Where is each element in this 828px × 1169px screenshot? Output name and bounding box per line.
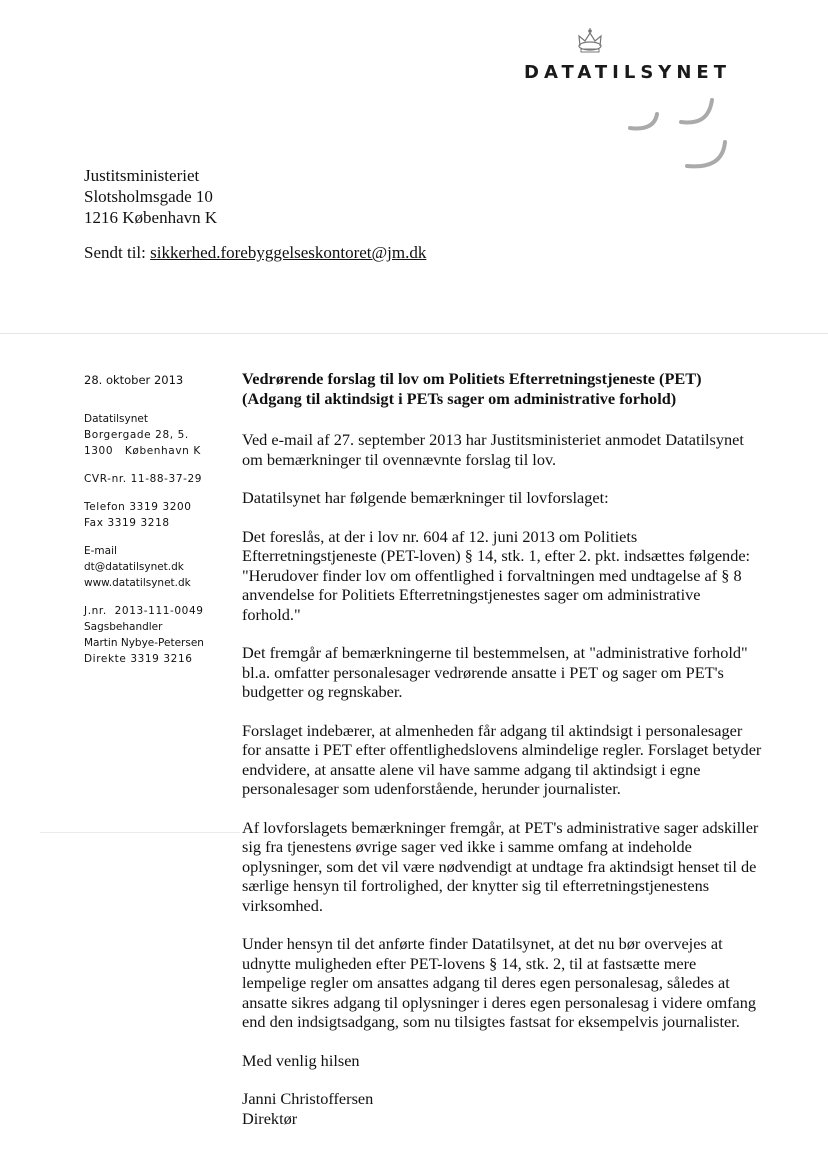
recipient-line: Slotsholmsgade 10 bbox=[84, 187, 213, 206]
sent-to-label: Sendt til: bbox=[84, 243, 146, 262]
sender-address bbox=[84, 411, 224, 459]
signer-title: Direktør bbox=[242, 1108, 298, 1128]
paragraph: Datatilsynet har følgende bemærkninger til lovforslaget: bbox=[242, 488, 609, 507]
cvr-number: CVR-nr. 11-88-37-29 bbox=[84, 473, 203, 485]
handwritten-initials bbox=[625, 90, 735, 175]
phone-line: Telefon 3319 3200 bbox=[84, 501, 192, 513]
sent-to-email-link[interactable]: sikkerhed.forebyggelseskontoret@jm.dk bbox=[150, 243, 427, 262]
recipient-address bbox=[84, 165, 217, 228]
letter-date: 28. oktober 2013 bbox=[84, 373, 184, 387]
fax-line: Fax 3319 3218 bbox=[84, 517, 170, 529]
case-handler-name: Martin Nybye-Petersen bbox=[84, 637, 204, 649]
paragraph: Ved e-mail af 27. september 2013 har Justitsministeriet anmodet Datatilsynet om bemærkninger til ovennævnte forslag til lov. bbox=[242, 430, 744, 469]
direct-phone: Direkte 3319 3216 bbox=[84, 653, 193, 665]
recipient-line: Justitsministeriet bbox=[84, 166, 200, 185]
signer-name: Janni Christoffersen bbox=[242, 1089, 374, 1108]
closing: Med venlig hilsen bbox=[242, 1050, 360, 1070]
letter-subject: Vedrørende forslag til lov om Politiets Efterretningstjeneste (PET) (Adgang til aktindsigt i PETs sager om administrative forhold) bbox=[242, 369, 702, 408]
online-contact bbox=[84, 543, 224, 591]
phone-block bbox=[84, 499, 224, 531]
crown-icon bbox=[576, 28, 604, 56]
letter-body bbox=[242, 369, 762, 1128]
recipient-line: 1216 København K bbox=[84, 208, 218, 227]
email-link[interactable]: dt@datatilsynet.dk bbox=[84, 561, 184, 573]
paragraph: Det foreslås, at der i lov nr. 604 af 12. juni 2013 om Politiets Efterretningstjeneste (PET-loven) § 14, stk. 1, efter 2. pkt. indsættes følgende: "Herudover finder lov om offentlighed i forvaltningen med undtagelse af § 8 anvendelse for Politiets Efterretningstjenestes sager om administrative forhold." bbox=[242, 526, 751, 624]
paragraph: Under hensyn til det anførte finder Datatilsynet, at det nu bør overvejes at udnytte muligheden efter PET-lovens § 14, stk. 2, til at fastsætte mere lempelige regler om ansattes adgang til deres egen personalesag, således at ansatte sikres adgang til oplysninger i deres egen personalesag i videre omfang end den indsigtsadgang, som nu tilsigtes fastsat for eksempelvis journalister. bbox=[242, 934, 757, 1031]
email-label: E-mail bbox=[84, 545, 117, 557]
address-line: Borgergade 28, 5. bbox=[84, 429, 189, 441]
paragraph: Forslaget indebærer, at almenheden får adgang til aktindsigt i personalesager for ansatte i PET efter offentlighedslovens almindelige regler. Forslaget betyder endvidere, at ansatte alene vil have samme adgang til aktindsigt i egne personalesager som udenforstående, herunder journalister. bbox=[242, 720, 762, 798]
divider bbox=[40, 832, 240, 833]
address-line: Datatilsynet bbox=[84, 413, 148, 425]
sender-info bbox=[84, 373, 224, 679]
letterhead-logo bbox=[520, 28, 750, 88]
paragraph: Det fremgår af bemærkningerne til bestemmelsen, at "administrative forhold" bl.a. omfatter personalesager vedrørende ansatte i PET og sager om PET's budgetter og regnskaber. bbox=[242, 643, 748, 701]
case-handler-label: Sagsbehandler bbox=[84, 621, 163, 633]
journal-number: J.nr. 2013-111-0049 bbox=[84, 605, 204, 617]
address-line: 1300 København K bbox=[84, 445, 201, 457]
case-info bbox=[84, 603, 224, 667]
sent-to bbox=[84, 243, 426, 263]
organization-name: DATATILSYNET bbox=[524, 62, 731, 83]
divider bbox=[0, 333, 828, 334]
website-link[interactable]: www.datatilsynet.dk bbox=[84, 577, 191, 589]
paragraph: Af lovforslagets bemærkninger fremgår, at PET's administrative sager adskiller sig fra tjenestens øvrige sager ved ikke i samme omfang at indeholde oplysninger, som det vil være nødvendigt at undtage fra aktindsigt henset til de særlige hensyn til fortrolighed, der knytter sig til efterretningstjenestens virksomhed. bbox=[242, 817, 759, 915]
